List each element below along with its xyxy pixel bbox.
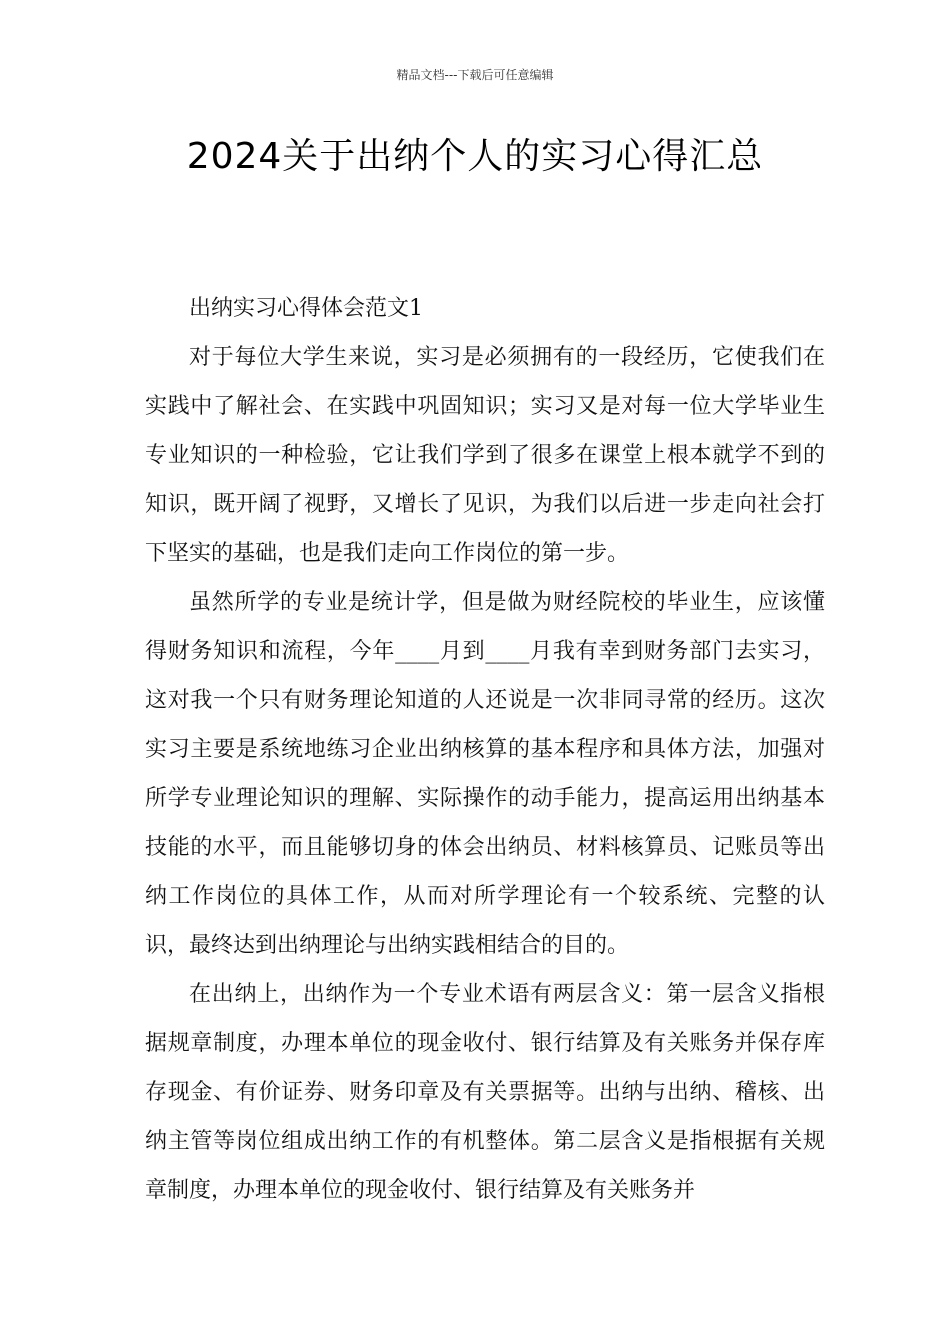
header-note: 精品文档---下载后可任意编辑 (396, 68, 554, 82)
section-heading: 出纳实习心得体会范文1 (189, 296, 423, 321)
document-title: 2024关于出纳个人的实习心得汇总 (186, 136, 764, 177)
paragraph-1: 对于每位大学生来说，实习是必须拥有的一段经历，它使我们在实践中了解社会、在实践中巩固知识；实习又是对每一位大学毕业生专业知识的一种检验，它让我们学到了很多在课堂上根本就学不到的知识，既开阔了视野，又增长了见识，为我们以后进一步走向社会打下坚实的基础，也是我们走向工作岗位的第一步。 (145, 345, 825, 566)
paragraph-2: 虽然所学的专业是统计学，但是做为财经院校的毕业生，应该懂得财务知识和流程，今年____月到____月我有幸到财务部门去实习，这对我一个只有财务理论知道的人还说是一次非同寻常的经历。这次实习主要是系统地练习企业出纳核算的基本程序和具体方法，加强对所学专业理论知识的理解、实际操作的动手能力，提高运用出纳基本技能的水平，而且能够切身的体会出纳员、材料核算员、记账员等出纳工作岗位的具体工作，从而对所学理论有一个较系统、完整的认识，最终达到出纳理论与出纳实践相结合的目的。 (145, 590, 825, 958)
document-body (145, 284, 825, 1215)
paragraph-3: 在出纳上，出纳作为一个专业术语有两层含义：第一层含义指根据规章制度，办理本单位的现金收付、银行结算及有关账务并保存库存现金、有价证券、财务印章及有关票据等。出纳与出纳、稽核、出纳主管等岗位组成出纳工作的有机整体。第二层含义是指根据有关规章制度，办理本单位的现金收付、银行结算及有关账务并 (145, 982, 825, 1203)
